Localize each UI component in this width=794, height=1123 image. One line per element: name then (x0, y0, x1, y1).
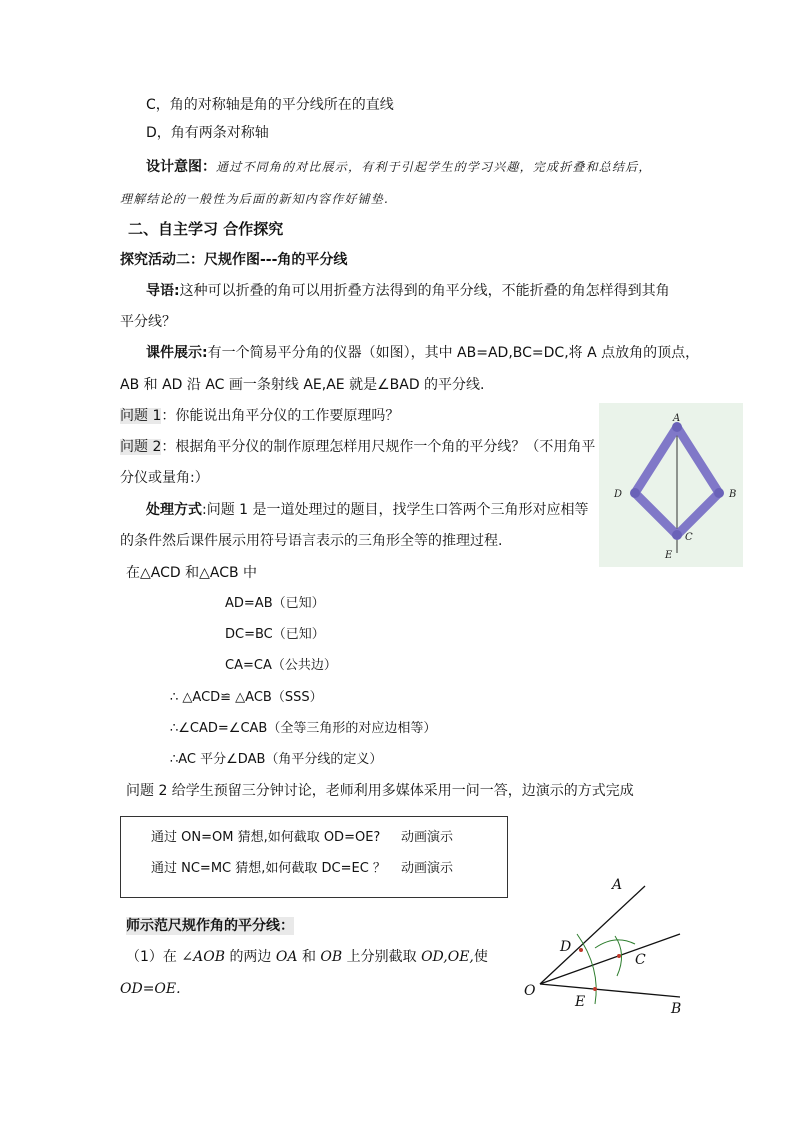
point-e (593, 987, 597, 991)
step-1-and: 和 (301, 949, 316, 965)
box-question-1: 通过 ON=OM 猜想,如何截取 OD=OE? (151, 830, 381, 845)
course-line1 (146, 344, 699, 362)
step-1-oa: OA (275, 949, 298, 965)
proof-step-6: ∴AC 平分∠DAB（角平分线的定义） (170, 752, 383, 767)
method-line1 (146, 501, 589, 519)
ray-oa (540, 886, 645, 984)
proof-step-4: ∴ △ACD≌ △ACB（SSS） (170, 690, 323, 705)
box-question-2: 通过 NC=MC 猜想,如何截取 DC=EC ？ (151, 861, 386, 876)
demo-title: 师示范尺规作角的平分线： (126, 918, 294, 934)
ray-ob (540, 984, 680, 997)
question-1 (120, 407, 399, 425)
angle-bisector-instrument-figure (599, 403, 743, 567)
label-a: A (673, 413, 681, 424)
proof-step-5: ∴∠CAD=∠CAB（全等三角形的对应边相等） (170, 721, 437, 736)
label-c: C (635, 952, 646, 968)
question-1-label: 问题 1 (120, 408, 162, 424)
method-text: :问题 1 是一道处理过的题目，找学生口答两个三角形对应相等 (202, 502, 589, 518)
label-c: C (685, 532, 693, 543)
question-2-text: ：根据角平分仪的制作原理怎样用尺规作一个角的平分线？（不用角平 (161, 439, 596, 455)
label-d: D (614, 489, 623, 500)
step-1-od-oe: OD,OE, (421, 949, 474, 965)
joint-d (630, 488, 640, 498)
design-intent-line2: 理解结论的一般性为后面的新知内容作好铺垫. (120, 192, 390, 206)
step-1-cut: 上分别截取 (346, 949, 417, 965)
point-c (617, 954, 621, 958)
step-1-prefix: （1）在 (126, 949, 177, 965)
label-e: E (665, 550, 673, 561)
angle-bisector-construction-figure (515, 872, 705, 1017)
figure-background (599, 403, 743, 567)
label-b: B (671, 1001, 682, 1017)
box-animation-link-2[interactable]: 动画演示 (401, 861, 454, 876)
arc-from-d (595, 940, 635, 948)
option-c: C，角的对称轴是角的平分线所在的直线 (146, 97, 394, 113)
question-2-discussion: 问题 2 给学生预留三分钟讨论，老师利用多媒体采用一问一答，边演示的方式完成 (126, 783, 634, 799)
activity-title: 探究活动二：尺规作图---角的平分线 (120, 252, 348, 268)
label-a: A (612, 877, 623, 893)
step-1-sides: 的两边 (229, 949, 272, 965)
point-d (579, 948, 583, 952)
label-e: E (575, 994, 586, 1010)
proof-intro: 在△ACD 和△ACB 中 (126, 565, 258, 581)
course-label: 课件展示: (146, 345, 208, 361)
label-o: O (524, 983, 536, 999)
step-1-angle: ∠AOB (181, 949, 225, 965)
question-2-line2: 分仪或量角:） (120, 470, 209, 486)
step-1-make: 使 (473, 949, 488, 965)
question-2-line1 (120, 438, 595, 456)
box-animation-link-1[interactable]: 动画演示 (401, 830, 454, 845)
label-d: D (560, 939, 572, 955)
guide-line2: 平分线？ (120, 314, 176, 330)
guide-label: 导语: (146, 283, 180, 299)
method-label: 处理方式 (146, 502, 202, 518)
label-b: B (729, 489, 737, 500)
step-1-line2: OD=OE. (120, 981, 181, 997)
course-text: 有一个简易平分角的仪器（如图），其中 AB=AD,BC=DC,将 A 点放角的顶点， (207, 345, 700, 361)
option-d: D，角有两条对称轴 (146, 125, 269, 141)
animation-box (120, 816, 508, 898)
design-intent-text: 通过不同角的对比展示，有利于引起学生的学习兴趣，完成折叠和总结后， (216, 160, 652, 174)
step-1-ob: OB (320, 949, 343, 965)
step-1-line1 (126, 948, 488, 966)
section-title: 二、自主学习 合作探究 (128, 220, 284, 238)
method-line2: 的条件然后课件展示用符号语言表示的三角形全等的推理过程. (120, 533, 503, 549)
proof-step-1: AD=AB（已知） (225, 596, 325, 611)
design-intent-line1 (146, 158, 652, 176)
guide-line1 (146, 282, 670, 300)
course-line2: AB 和 AD 沿 AC 画一条射线 AE,AE 就是∠BAD 的平分线. (120, 377, 485, 393)
joint-b (714, 488, 724, 498)
joint-c (672, 530, 682, 540)
design-intent-label: 设计意图： (146, 159, 216, 175)
guide-text: 这种可以折叠的角可以用折叠方法得到的角平分线，不能折叠的角怎样得到其角 (179, 283, 670, 299)
proof-step-3: CA=CA（公共边） (225, 658, 337, 673)
question-2-label: 问题 2 (120, 439, 162, 455)
proof-step-2: DC=BC（已知） (225, 627, 325, 642)
question-1-text: ：你能说出角平分仪的工作要原理吗？ (161, 408, 400, 424)
